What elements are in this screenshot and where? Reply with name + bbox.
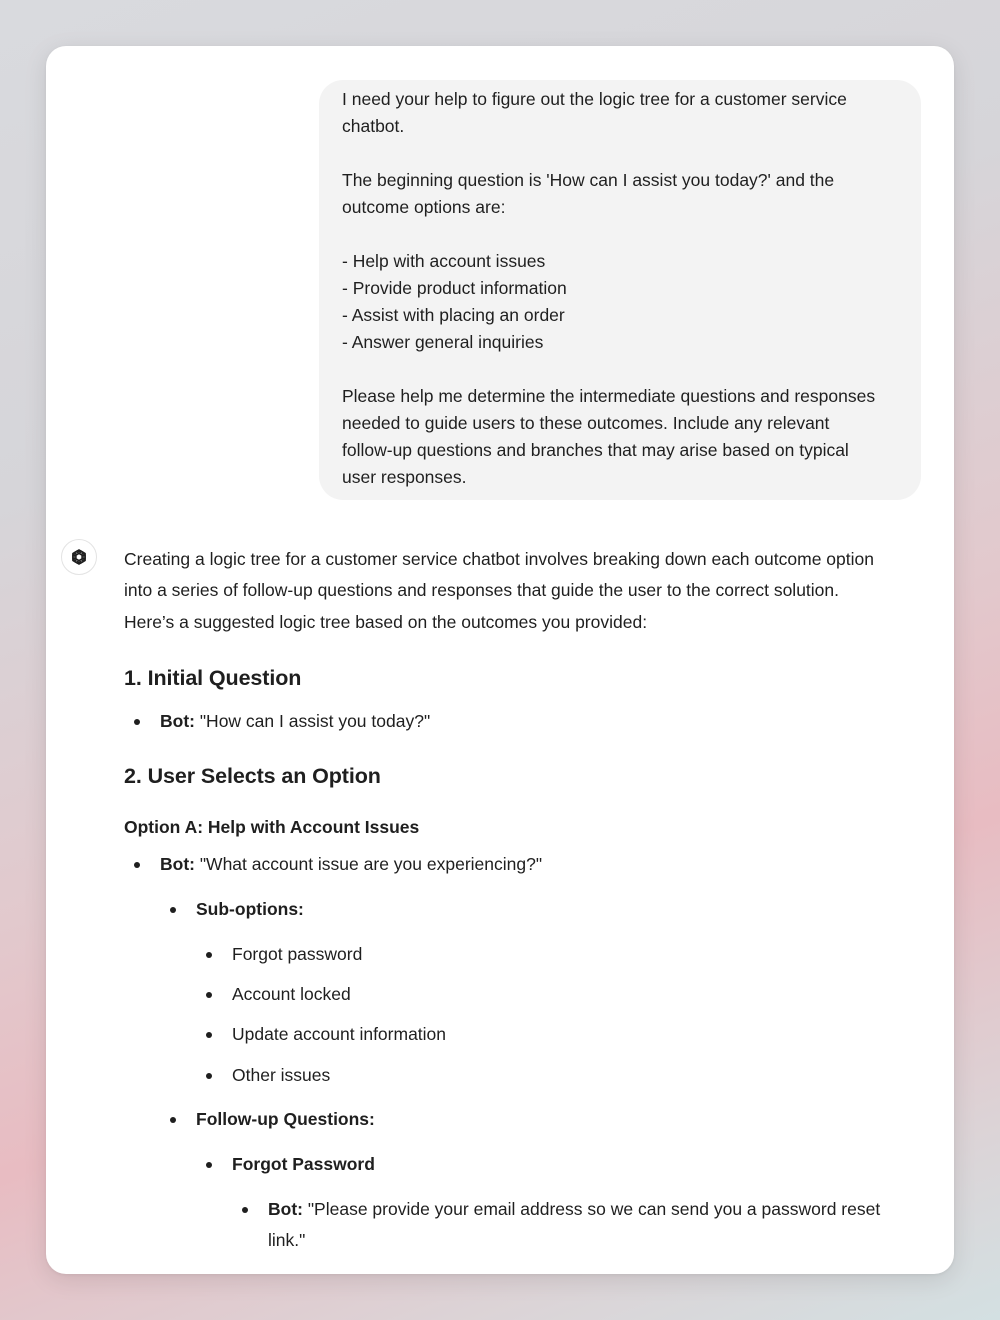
user-message-line: - Provide product information xyxy=(342,278,567,298)
user-message-bubble xyxy=(319,80,921,500)
openai-logo-icon xyxy=(68,546,90,568)
user-message-line: I need your help to figure out the logic tree for a customer service xyxy=(342,89,847,109)
user-message-line: chatbot. xyxy=(342,116,405,136)
bullet xyxy=(134,862,140,868)
line-gap xyxy=(342,221,899,248)
user-message-line: follow-up questions and branches that may arise based on typical xyxy=(342,440,849,460)
bullet xyxy=(242,1207,248,1213)
suboption-item: Account locked xyxy=(232,984,351,1004)
suboption-item: Forgot password xyxy=(232,944,363,964)
assistant-intro-line: into a series of follow-up questions and responses that guide the user to the correct solution. xyxy=(124,580,840,600)
section-heading-initial-question: 1. Initial Question xyxy=(124,666,302,690)
bullet xyxy=(170,1117,176,1123)
bullet xyxy=(206,992,212,998)
bot-text: "Please provide your email address so we can send you a password reset xyxy=(302,1199,881,1219)
bot-text-continuation: link." xyxy=(268,1230,306,1250)
user-message-line: - Help with account issues xyxy=(342,251,546,271)
bot-label: Bot: xyxy=(160,854,195,874)
line-gap xyxy=(342,356,899,383)
bot-text: "What account issue are you experiencing?" xyxy=(194,854,543,874)
suboption-item: Other issues xyxy=(232,1065,331,1085)
suboptions-label: Sub-options: xyxy=(196,899,304,919)
bullet xyxy=(134,719,140,725)
suboption-item: Update account information xyxy=(232,1024,447,1044)
assistant-intro-line: Here’s a suggested logic tree based on the outcomes you provided: xyxy=(124,612,648,632)
followup-label: Follow-up Questions: xyxy=(196,1109,375,1129)
user-message-line: user responses. xyxy=(342,467,467,487)
user-message-line: - Assist with placing an order xyxy=(342,305,565,325)
list-item xyxy=(160,849,542,880)
bot-text: "How can I assist you today?" xyxy=(194,711,431,731)
list-item xyxy=(268,1194,880,1225)
bot-label: Bot: xyxy=(268,1199,303,1219)
bot-label: Bot: xyxy=(160,711,195,731)
bullet xyxy=(206,1032,212,1038)
forgot-password-label: Forgot Password xyxy=(232,1154,375,1174)
option-a-heading: Option A: Help with Account Issues xyxy=(124,817,420,837)
assistant-intro-line: Creating a logic tree for a customer service chatbot involves breaking down each outcome option xyxy=(124,549,874,569)
chat-window xyxy=(46,46,954,1274)
user-message-line: - Answer general inquiries xyxy=(342,332,544,352)
assistant-avatar xyxy=(61,539,97,575)
bullet xyxy=(206,1162,212,1168)
user-message-line: needed to guide users to these outcomes. Include any relevant xyxy=(342,413,830,433)
section-heading-user-selects: 2. User Selects an Option xyxy=(124,764,381,788)
user-message-line: Please help me determine the intermediate questions and responses xyxy=(342,386,876,406)
list-item xyxy=(160,706,430,737)
bullet xyxy=(170,907,176,913)
bullet xyxy=(206,1073,212,1079)
user-message-line: outcome options are: xyxy=(342,197,506,217)
line-gap xyxy=(342,140,899,167)
bullet xyxy=(206,952,212,958)
user-message-line: The beginning question is 'How can I assist you today?' and the xyxy=(342,170,835,190)
